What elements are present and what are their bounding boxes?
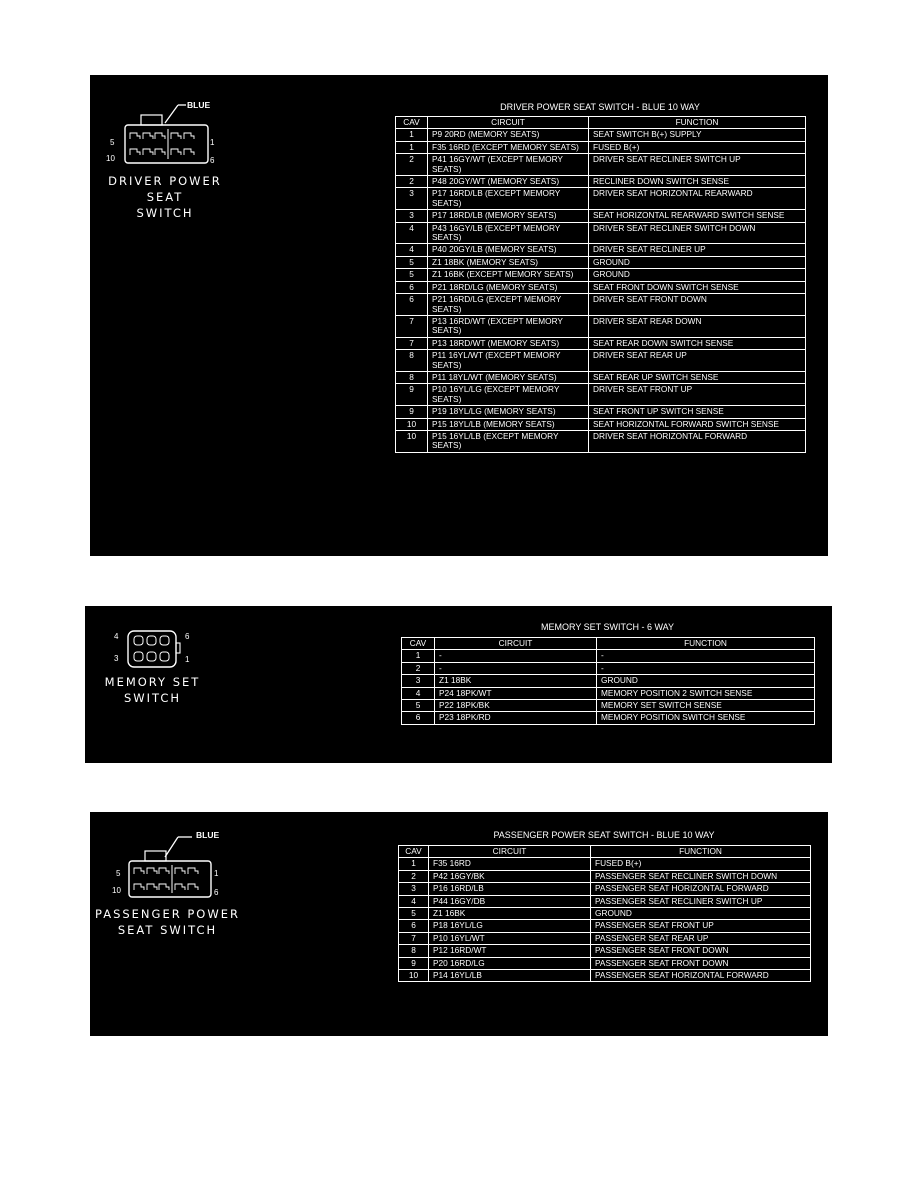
circuit-cell: Z1 18BK (MEMORY SEATS) <box>428 256 589 268</box>
function-cell: SEAT FRONT UP SWITCH SENSE <box>589 406 806 418</box>
passenger-pin-label-1: 1 <box>214 869 219 878</box>
cav-cell: 4 <box>399 895 429 907</box>
cav-cell: 7 <box>396 337 428 349</box>
cav-cell: 9 <box>399 957 429 969</box>
cav-cell: 6 <box>396 294 428 316</box>
table-row <box>396 176 806 188</box>
function-cell: PASSENGER SEAT HORIZONTAL FORWARD <box>591 883 811 895</box>
col-header-circuit: CIRCUIT <box>435 638 597 650</box>
circuit-cell: P11 16YL/WT (EXCEPT MEMORY SEATS) <box>428 350 589 372</box>
table-row <box>399 957 811 969</box>
memory-pin-label-4: 4 <box>114 632 119 641</box>
function-cell: RECLINER DOWN SWITCH SENSE <box>589 176 806 188</box>
cav-cell: 7 <box>399 932 429 944</box>
circuit-cell: P21 16RD/LG (EXCEPT MEMORY SEATS) <box>428 294 589 316</box>
driver-color-label: BLUE <box>187 100 211 110</box>
cav-cell: 2 <box>396 176 428 188</box>
cav-cell: 4 <box>396 222 428 244</box>
memory-pin-label-1: 1 <box>185 655 190 664</box>
cav-cell: 5 <box>396 256 428 268</box>
passenger-connector-title: PASSENGER POWER SEAT SWITCH <box>95 907 240 937</box>
function-cell: GROUND <box>589 256 806 268</box>
table-row <box>399 870 811 882</box>
cav-cell: 3 <box>396 188 428 210</box>
passenger-table-title: PASSENGER POWER SEAT SWITCH - BLUE 10 WAY <box>493 830 715 840</box>
cav-cell: 1 <box>396 141 428 153</box>
cav-cell: 8 <box>396 350 428 372</box>
cav-cell: 1 <box>402 650 435 662</box>
function-cell: DRIVER SEAT RECLINER SWITCH DOWN <box>589 222 806 244</box>
circuit-cell: P10 16YL/LG (EXCEPT MEMORY SEATS) <box>428 384 589 406</box>
cav-cell: 8 <box>396 371 428 383</box>
cav-cell: 1 <box>396 129 428 141</box>
table-row <box>396 384 806 406</box>
driver-pin-label-6: 6 <box>210 156 215 165</box>
table-row <box>396 154 806 176</box>
table-row <box>399 945 811 957</box>
function-cell: DRIVER SEAT FRONT DOWN <box>589 294 806 316</box>
circuit-cell: P15 18YL/LB (MEMORY SEATS) <box>428 418 589 430</box>
driver-pin-label-5: 5 <box>110 138 115 147</box>
circuit-cell: P23 18PK/RD <box>435 712 597 724</box>
table-row <box>399 883 811 895</box>
memory-connector-icon <box>120 626 190 674</box>
col-header-circuit: CIRCUIT <box>428 117 589 129</box>
table-row <box>396 210 806 222</box>
function-cell: PASSENGER SEAT RECLINER SWITCH UP <box>591 895 811 907</box>
circuit-cell: Z1 16BK <box>429 908 591 920</box>
function-cell: PASSENGER SEAT RECLINER SWITCH DOWN <box>591 870 811 882</box>
memory-set-switch-panel <box>85 606 832 763</box>
function-cell: - <box>597 662 815 674</box>
table-row <box>402 650 815 662</box>
function-cell: DRIVER SEAT HORIZONTAL FORWARD <box>589 430 806 452</box>
circuit-cell: P17 16RD/LB (EXCEPT MEMORY SEATS) <box>428 188 589 210</box>
circuit-cell: P13 16RD/WT (EXCEPT MEMORY SEATS) <box>428 315 589 337</box>
table-row <box>402 712 815 724</box>
memory-table-title: MEMORY SET SWITCH - 6 WAY <box>540 622 674 632</box>
driver-pin-label-10: 10 <box>106 154 115 163</box>
cav-cell: 2 <box>402 662 435 674</box>
circuit-cell: P13 18RD/WT (MEMORY SEATS) <box>428 337 589 349</box>
function-cell: GROUND <box>597 675 815 687</box>
circuit-cell: P17 18RD/LB (MEMORY SEATS) <box>428 210 589 222</box>
circuit-cell: F35 16RD <box>429 858 591 870</box>
driver-connector-title: DRIVER POWER SEAT SWITCH <box>108 174 222 220</box>
function-cell: FUSED B(+) <box>591 858 811 870</box>
function-cell: PASSENGER SEAT FRONT UP <box>591 920 811 932</box>
table-row <box>402 662 815 674</box>
table-row <box>396 430 806 452</box>
table-row <box>399 932 811 944</box>
memory-pin-table <box>401 637 815 725</box>
circuit-cell: - <box>435 650 597 662</box>
cav-cell: 2 <box>396 154 428 176</box>
function-cell: FUSED B(+) <box>589 141 806 153</box>
circuit-cell: P20 16RD/LG <box>429 957 591 969</box>
circuit-cell: P24 18PK/WT <box>435 687 597 699</box>
driver-table-title: DRIVER POWER SEAT SWITCH - BLUE 10 WAY <box>500 102 700 112</box>
circuit-cell: F35 16RD (EXCEPT MEMORY SEATS) <box>428 141 589 153</box>
cav-cell: 1 <box>399 858 429 870</box>
passenger-pin-label-10: 10 <box>112 886 121 895</box>
table-row <box>402 675 815 687</box>
table-row <box>396 188 806 210</box>
table-row <box>399 858 811 870</box>
driver-pin-label-1: 1 <box>210 138 215 147</box>
table-row <box>402 700 815 712</box>
circuit-cell: P48 20GY/WT (MEMORY SEATS) <box>428 176 589 188</box>
function-cell: SEAT SWITCH B(+) SUPPLY <box>589 129 806 141</box>
cav-cell: 7 <box>396 315 428 337</box>
col-header-cav: CAV <box>399 846 429 858</box>
table-row <box>399 895 811 907</box>
col-header-circuit: CIRCUIT <box>429 846 591 858</box>
function-cell: DRIVER SEAT REAR DOWN <box>589 315 806 337</box>
memory-pin-label-3: 3 <box>114 654 119 663</box>
col-header-cav: CAV <box>396 117 428 129</box>
table-row <box>396 337 806 349</box>
cav-cell: 5 <box>402 700 435 712</box>
table-row <box>402 687 815 699</box>
table-row <box>399 908 811 920</box>
circuit-cell: P10 16YL/WT <box>429 932 591 944</box>
circuit-cell: P44 16GY/DB <box>429 895 591 907</box>
passenger-connector-icon <box>110 829 240 899</box>
driver-pin-table <box>395 116 806 453</box>
function-cell: MEMORY SET SWITCH SENSE <box>597 700 815 712</box>
cav-cell: 5 <box>396 269 428 281</box>
passenger-pin-table <box>398 845 811 982</box>
function-cell: SEAT HORIZONTAL REARWARD SWITCH SENSE <box>589 210 806 222</box>
passenger-pin-label-6: 6 <box>214 888 219 897</box>
table-row <box>399 970 811 982</box>
cav-cell: 3 <box>396 210 428 222</box>
passenger-pin-label-5: 5 <box>116 869 121 878</box>
function-cell: DRIVER SEAT RECLINER SWITCH UP <box>589 154 806 176</box>
table-row <box>396 244 806 256</box>
function-cell: SEAT HORIZONTAL FORWARD SWITCH SENSE <box>589 418 806 430</box>
memory-pin-label-6: 6 <box>185 632 190 641</box>
table-row <box>396 256 806 268</box>
memory-connector-title: MEMORY SET SWITCH <box>104 675 201 705</box>
circuit-cell: P21 18RD/LG (MEMORY SEATS) <box>428 281 589 293</box>
table-row <box>396 315 806 337</box>
table-row <box>399 920 811 932</box>
cav-cell: 6 <box>396 281 428 293</box>
col-header-function: FUNCTION <box>589 117 806 129</box>
function-cell: PASSENGER SEAT FRONT DOWN <box>591 945 811 957</box>
cav-cell: 5 <box>399 908 429 920</box>
function-cell: DRIVER SEAT FRONT UP <box>589 384 806 406</box>
cav-cell: 6 <box>402 712 435 724</box>
function-cell: DRIVER SEAT RECLINER UP <box>589 244 806 256</box>
function-cell: PASSENGER SEAT HORIZONTAL FORWARD <box>591 970 811 982</box>
cav-cell: 6 <box>399 920 429 932</box>
circuit-cell: Z1 16BK (EXCEPT MEMORY SEATS) <box>428 269 589 281</box>
passenger-power-seat-panel <box>90 812 828 1036</box>
function-cell: SEAT REAR UP SWITCH SENSE <box>589 371 806 383</box>
cav-cell: 3 <box>402 675 435 687</box>
circuit-cell: P18 16YL/LG <box>429 920 591 932</box>
function-cell: - <box>597 650 815 662</box>
circuit-cell: Z1 18BK <box>435 675 597 687</box>
circuit-cell: P11 18YL/WT (MEMORY SEATS) <box>428 371 589 383</box>
table-row <box>396 418 806 430</box>
function-cell: GROUND <box>591 908 811 920</box>
table-row <box>396 222 806 244</box>
table-row <box>396 281 806 293</box>
circuit-cell: P41 16GY/WT (EXCEPT MEMORY SEATS) <box>428 154 589 176</box>
function-cell: GROUND <box>589 269 806 281</box>
cav-cell: 4 <box>396 244 428 256</box>
circuit-cell: P40 20GY/LB (MEMORY SEATS) <box>428 244 589 256</box>
circuit-cell: P15 16YL/LB (EXCEPT MEMORY SEATS) <box>428 430 589 452</box>
function-cell: SEAT REAR DOWN SWITCH SENSE <box>589 337 806 349</box>
driver-connector-icon <box>110 95 240 165</box>
function-cell: DRIVER SEAT REAR UP <box>589 350 806 372</box>
driver-power-seat-panel <box>90 75 828 556</box>
circuit-cell: P43 16GY/LB (EXCEPT MEMORY SEATS) <box>428 222 589 244</box>
cav-cell: 10 <box>399 970 429 982</box>
function-cell: PASSENGER SEAT REAR UP <box>591 932 811 944</box>
function-cell: DRIVER SEAT HORIZONTAL REARWARD <box>589 188 806 210</box>
table-row <box>396 129 806 141</box>
table-row <box>396 269 806 281</box>
table-row <box>396 141 806 153</box>
function-cell: SEAT FRONT DOWN SWITCH SENSE <box>589 281 806 293</box>
circuit-cell: P9 20RD (MEMORY SEATS) <box>428 129 589 141</box>
circuit-cell: P16 16RD/LB <box>429 883 591 895</box>
cav-cell: 4 <box>402 687 435 699</box>
table-row <box>396 406 806 418</box>
cav-cell: 9 <box>396 384 428 406</box>
table-row <box>396 350 806 372</box>
cav-cell: 3 <box>399 883 429 895</box>
col-header-function: FUNCTION <box>591 846 811 858</box>
col-header-function: FUNCTION <box>597 638 815 650</box>
cav-cell: 8 <box>399 945 429 957</box>
cav-cell: 9 <box>396 406 428 418</box>
circuit-cell: P14 16YL/LB <box>429 970 591 982</box>
passenger-color-label: BLUE <box>196 830 220 840</box>
cav-cell: 10 <box>396 430 428 452</box>
table-row <box>396 294 806 316</box>
circuit-cell: P19 18YL/LG (MEMORY SEATS) <box>428 406 589 418</box>
function-cell: MEMORY POSITION SWITCH SENSE <box>597 712 815 724</box>
function-cell: PASSENGER SEAT FRONT DOWN <box>591 957 811 969</box>
circuit-cell: P12 16RD/WT <box>429 945 591 957</box>
function-cell: MEMORY POSITION 2 SWITCH SENSE <box>597 687 815 699</box>
table-row <box>396 371 806 383</box>
cav-cell: 2 <box>399 870 429 882</box>
cav-cell: 10 <box>396 418 428 430</box>
col-header-cav: CAV <box>402 638 435 650</box>
circuit-cell: P22 18PK/BK <box>435 700 597 712</box>
circuit-cell: P42 16GY/BK <box>429 870 591 882</box>
circuit-cell: - <box>435 662 597 674</box>
